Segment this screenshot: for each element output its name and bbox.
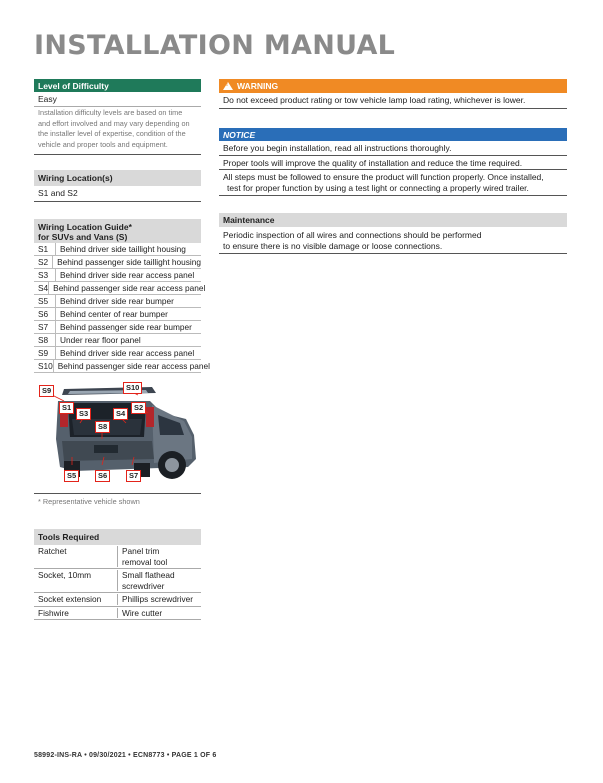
- table-row: [34, 360, 210, 373]
- notice-header: NOTICE: [219, 128, 567, 141]
- tool-name: Fishwire: [38, 607, 69, 618]
- figure-caption-block: [34, 493, 201, 510]
- tool-name: Phillips screwdriver: [122, 594, 194, 604]
- tag-s5: S5: [64, 470, 79, 482]
- location-description: Behind driver side rear access panel: [60, 348, 195, 358]
- location-description: Behind driver side taillight housing: [60, 244, 186, 254]
- tag-s9: S9: [39, 385, 54, 397]
- tag-s6: S6: [95, 470, 110, 482]
- location-code: S1: [34, 243, 56, 255]
- tag-s3: S3: [76, 408, 91, 420]
- tool-cell: [117, 570, 201, 591]
- tool-name: Ratchet: [38, 546, 67, 556]
- table-row: [34, 282, 206, 295]
- table-row: [34, 569, 201, 593]
- difficulty-header: Level of Difficulty: [34, 79, 201, 92]
- location-description: Behind passenger side rear access panel: [53, 283, 206, 293]
- tools-header: Tools Required: [34, 529, 201, 545]
- location-description: Behind passenger side rear access panel: [57, 361, 210, 371]
- table-row: [34, 607, 201, 621]
- tag-s1: S1: [59, 402, 74, 414]
- warning-text: Do not exceed product rating or tow vehicle lamp load rating, whichever is lower.: [219, 93, 567, 109]
- notice-line-2: Proper tools will improve the quality of installation and reduce the time required.: [219, 156, 567, 171]
- table-row: [34, 321, 201, 334]
- warning-section: [219, 79, 567, 109]
- notice-section: [219, 128, 567, 196]
- tool-cell: [34, 570, 117, 591]
- vehicle-illustration: [34, 379, 201, 489]
- difficulty-section: [34, 79, 201, 155]
- table-row: [34, 545, 201, 569]
- tag-s10: S10: [123, 382, 142, 394]
- wiring-guide-table: [34, 243, 210, 373]
- wiring-guide-section: [34, 219, 210, 373]
- table-row: [34, 256, 201, 269]
- tool-name: Panel trim: [122, 546, 160, 556]
- warning-icon: !: [223, 82, 233, 90]
- notice-line-3: All steps must be followed to ensure the product will function properly. Once installed, test for proper function by using a test light or connecting a properly wired trailer.: [219, 170, 567, 196]
- tool-name: Small flathead: [122, 570, 175, 580]
- tool-cell: [117, 546, 201, 567]
- tool-name: screwdriver: [122, 580, 165, 591]
- table-row: [34, 308, 201, 321]
- tool-cell: [117, 594, 201, 605]
- tool-name: removal tool: [122, 556, 168, 567]
- tool-cell: [34, 546, 117, 567]
- location-code: S8: [34, 334, 56, 346]
- table-row: [34, 334, 201, 347]
- tool-name: Socket, 10mm: [38, 570, 92, 580]
- tools-section: [34, 529, 201, 620]
- location-description: Behind center of rear bumper: [60, 309, 168, 319]
- maintenance-text: Periodic inspection of all wires and connections should be performed to ensure there is no visible damage or loose connections.: [219, 227, 567, 254]
- table-row: [34, 243, 201, 256]
- table-row: [34, 347, 201, 360]
- maintenance-section: [219, 213, 567, 254]
- difficulty-level: Easy: [34, 92, 201, 107]
- table-row: [34, 295, 201, 308]
- tools-table: [34, 545, 201, 620]
- tool-cell: [34, 594, 117, 605]
- location-description: Behind driver side rear access panel: [60, 270, 195, 280]
- table-row: [34, 269, 201, 282]
- location-code: S5: [34, 295, 56, 307]
- location-code: S10: [34, 360, 54, 372]
- tag-s4: S4: [113, 408, 128, 420]
- location-description: Behind driver side rear bumper: [60, 296, 174, 306]
- tool-name: Wire cutter: [122, 607, 163, 618]
- difficulty-note: Installation difficulty levels are based on time and effort involved and may vary depending on the installer level of expertise, condition of the vehicle and proper tools and equipment.: [34, 107, 201, 155]
- location-description: Behind passenger side taillight housing: [57, 257, 201, 267]
- wiring-guide-header: Wiring Location Guide* for SUVs and Vans (S): [34, 219, 201, 243]
- notice-line-1: Before you begin installation, read all instructions thoroughly.: [219, 141, 567, 156]
- tag-s8: S8: [95, 421, 110, 433]
- location-code: S6: [34, 308, 56, 320]
- footer: 58992-INS-RA • 09/30/2021 • ECN8773 • PAGE 1 OF 6: [34, 752, 217, 759]
- tool-cell: [117, 608, 201, 619]
- wiring-location-section: [34, 170, 201, 202]
- location-code: S4: [34, 282, 49, 294]
- location-code: S3: [34, 269, 56, 281]
- location-description: Behind passenger side rear bumper: [60, 322, 192, 332]
- warning-header: ! WARNING: [219, 79, 567, 93]
- maintenance-header: Maintenance: [219, 213, 567, 227]
- location-code: S2: [34, 256, 53, 268]
- tool-cell: [34, 608, 117, 619]
- page-title: INSTALLATION MANUAL: [34, 30, 396, 61]
- figure-caption: * Representative vehicle shown: [38, 497, 140, 506]
- location-code: S7: [34, 321, 56, 333]
- tag-s7: S7: [126, 470, 141, 482]
- tag-s2: S2: [131, 402, 146, 414]
- wiring-location-header: Wiring Location(s): [34, 170, 201, 186]
- table-row: [34, 593, 201, 607]
- location-description: Under rear floor panel: [60, 335, 141, 345]
- vehicle-figure: [34, 379, 201, 489]
- tool-name: Socket extension: [38, 594, 102, 604]
- wiring-location-value: S1 and S2: [34, 186, 201, 202]
- location-code: S9: [34, 347, 56, 359]
